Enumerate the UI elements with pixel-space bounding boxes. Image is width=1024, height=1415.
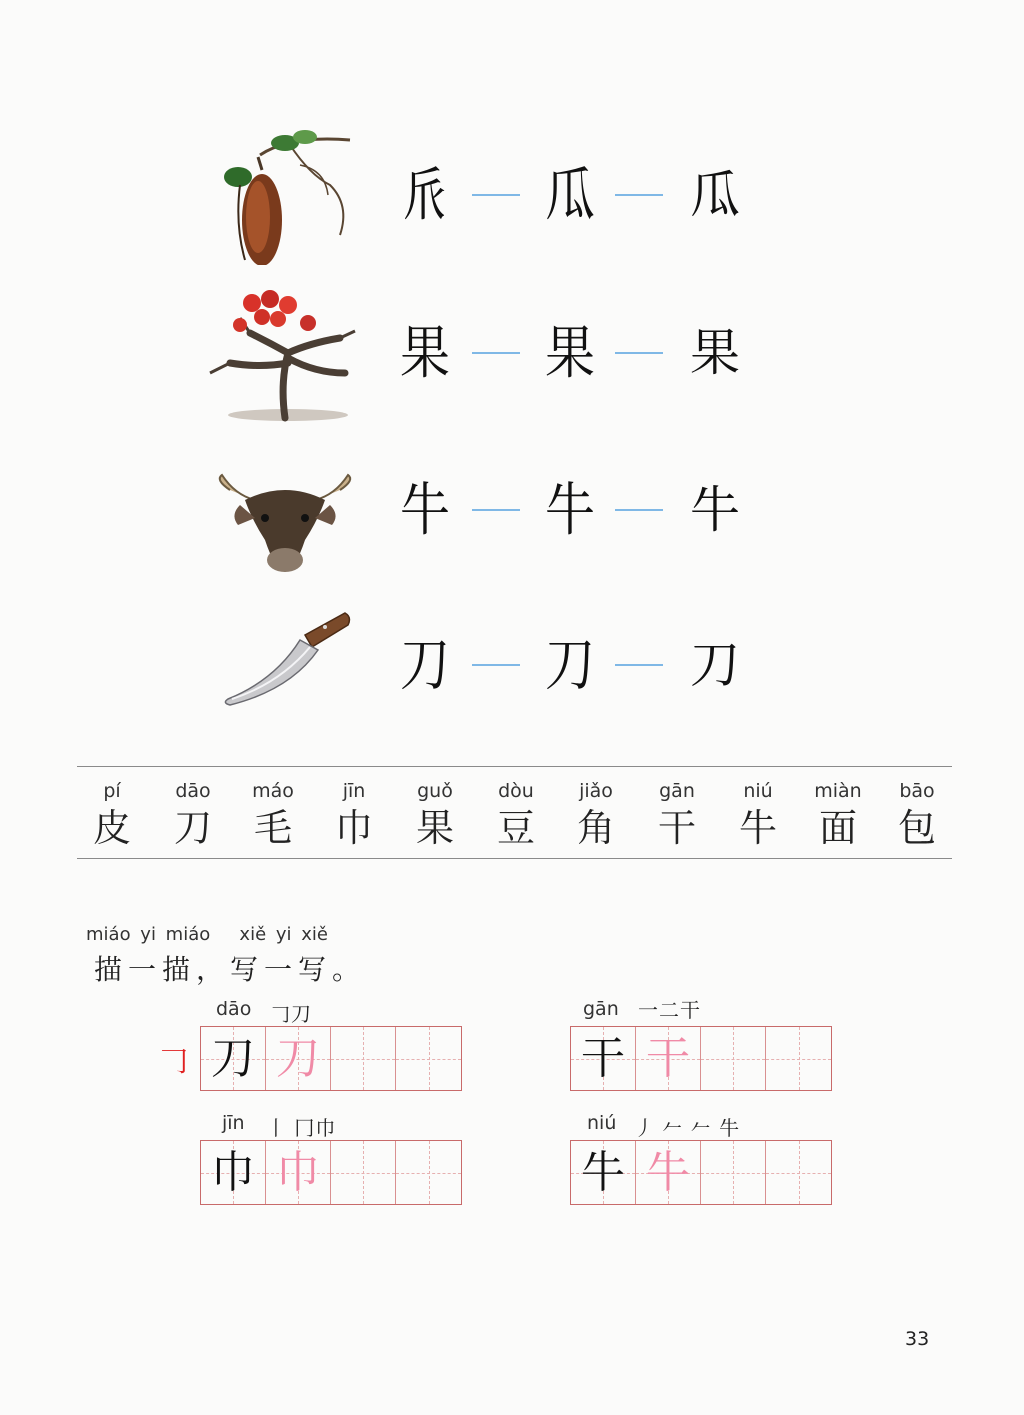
word-item bbox=[233, 778, 313, 852]
word-hanzi: 干 bbox=[657, 806, 696, 850]
practice-dao bbox=[150, 998, 480, 1098]
seal-glyph: 牛 bbox=[545, 476, 595, 544]
word-hanzi: 面 bbox=[818, 806, 857, 850]
oracle-glyph: 𠂢 bbox=[400, 161, 450, 229]
oracle-glyph: 刀 bbox=[400, 631, 450, 699]
model-cell: 巾 bbox=[201, 1141, 266, 1204]
word-pinyin: jīn bbox=[342, 780, 366, 802]
modern-glyph: 瓜 bbox=[690, 166, 740, 224]
connector-dash bbox=[615, 509, 663, 511]
practice-pinyin: gān bbox=[583, 998, 619, 1020]
writing-grid bbox=[200, 1140, 462, 1205]
blank-cell[interactable] bbox=[396, 1027, 461, 1090]
blank-cell[interactable] bbox=[766, 1027, 831, 1090]
practice-pinyin: jīn bbox=[222, 1112, 245, 1134]
knife-illustration bbox=[200, 595, 370, 735]
evolution-row-knife bbox=[200, 595, 800, 735]
word-item bbox=[314, 778, 394, 852]
word-pinyin: dòu bbox=[498, 780, 534, 802]
page-number: 33 bbox=[905, 1328, 930, 1350]
blank-cell[interactable] bbox=[331, 1141, 396, 1204]
word-item bbox=[72, 778, 152, 852]
modern-glyph: 刀 bbox=[690, 636, 740, 694]
word-pinyin: bāo bbox=[899, 780, 935, 802]
word-hanzi: 角 bbox=[576, 806, 615, 850]
word-hanzi: 豆 bbox=[496, 806, 535, 850]
word-hanzi: 刀 bbox=[173, 806, 212, 850]
word-item bbox=[395, 778, 475, 852]
connector-dash bbox=[615, 352, 663, 354]
connector-dash bbox=[472, 664, 520, 666]
writing-grid bbox=[200, 1026, 462, 1091]
word-hanzi: 皮 bbox=[92, 806, 131, 850]
model-cell: 干 bbox=[571, 1027, 636, 1090]
word-hanzi: 巾 bbox=[334, 806, 373, 850]
modern-glyph: 果 bbox=[690, 324, 740, 382]
ox-head-illustration bbox=[200, 440, 370, 580]
blank-cell[interactable] bbox=[766, 1141, 831, 1204]
stroke-order: 丿 𠂉 𠂉 牛 bbox=[634, 1116, 741, 1140]
modern-glyph: 牛 bbox=[690, 481, 740, 539]
word-hanzi: 果 bbox=[415, 806, 454, 850]
word-pinyin: miàn bbox=[814, 780, 862, 802]
word-pinyin: dāo bbox=[175, 780, 211, 802]
connector-dash bbox=[472, 509, 520, 511]
strip-top-rule bbox=[77, 766, 952, 767]
oracle-glyph: 果 bbox=[400, 319, 450, 387]
word-item bbox=[556, 778, 636, 852]
word-hanzi: 包 bbox=[897, 806, 936, 850]
strip-bottom-rule bbox=[77, 858, 952, 859]
practice-niu bbox=[520, 1112, 850, 1212]
word-hanzi: 牛 bbox=[738, 806, 777, 850]
trace-cell[interactable]: 巾 bbox=[266, 1141, 331, 1204]
trace-cell[interactable]: 刀 bbox=[266, 1027, 331, 1090]
word-item bbox=[798, 778, 878, 852]
evolution-row-fruit bbox=[200, 283, 800, 423]
connector-dash bbox=[615, 664, 663, 666]
writing-grid bbox=[570, 1140, 832, 1205]
word-item bbox=[153, 778, 233, 852]
blank-cell[interactable] bbox=[396, 1141, 461, 1204]
seal-glyph: 瓜 bbox=[545, 161, 595, 229]
new-stroke-hint: 𠃌 bbox=[158, 1044, 188, 1079]
evolution-row-ox bbox=[200, 440, 800, 580]
connector-dash bbox=[615, 194, 663, 196]
practice-pinyin: dāo bbox=[216, 998, 252, 1020]
word-item bbox=[637, 778, 717, 852]
word-pinyin: jiǎo bbox=[579, 780, 613, 802]
model-cell: 牛 bbox=[571, 1141, 636, 1204]
stroke-order: 𠃌刀 bbox=[270, 1002, 312, 1026]
blank-cell[interactable] bbox=[701, 1027, 766, 1090]
stroke-order: 一二干 bbox=[638, 998, 701, 1022]
word-hanzi: 毛 bbox=[253, 806, 292, 850]
word-pinyin: pí bbox=[103, 780, 121, 802]
word-pinyin: máo bbox=[252, 780, 294, 802]
stroke-order: 丨 冂巾 bbox=[266, 1116, 337, 1140]
fruit-tree-illustration bbox=[200, 283, 370, 423]
writing-grid bbox=[570, 1026, 832, 1091]
practice-gan bbox=[520, 998, 850, 1098]
oracle-glyph: 牛 bbox=[400, 476, 450, 544]
evolution-row-melon bbox=[200, 125, 800, 265]
instruction-pinyin: miáo yi miáo xiě yi xiě bbox=[86, 924, 328, 945]
trace-cell[interactable]: 干 bbox=[636, 1027, 701, 1090]
practice-pinyin: niú bbox=[587, 1112, 617, 1134]
seal-glyph: 刀 bbox=[545, 631, 595, 699]
word-pinyin: niú bbox=[743, 780, 773, 802]
word-item bbox=[877, 778, 957, 852]
word-pinyin: guǒ bbox=[417, 780, 453, 802]
word-item bbox=[476, 778, 556, 852]
model-cell: 刀 bbox=[201, 1027, 266, 1090]
connector-dash bbox=[472, 352, 520, 354]
word-item bbox=[718, 778, 798, 852]
trace-cell[interactable]: 牛 bbox=[636, 1141, 701, 1204]
melon-illustration bbox=[200, 125, 370, 265]
blank-cell[interactable] bbox=[701, 1141, 766, 1204]
word-pinyin: gān bbox=[659, 780, 695, 802]
instruction-text: 描一描，写一写。 bbox=[94, 953, 367, 986]
connector-dash bbox=[472, 194, 520, 196]
practice-jin bbox=[150, 1112, 480, 1212]
blank-cell[interactable] bbox=[331, 1027, 396, 1090]
seal-glyph: 果 bbox=[545, 319, 595, 387]
